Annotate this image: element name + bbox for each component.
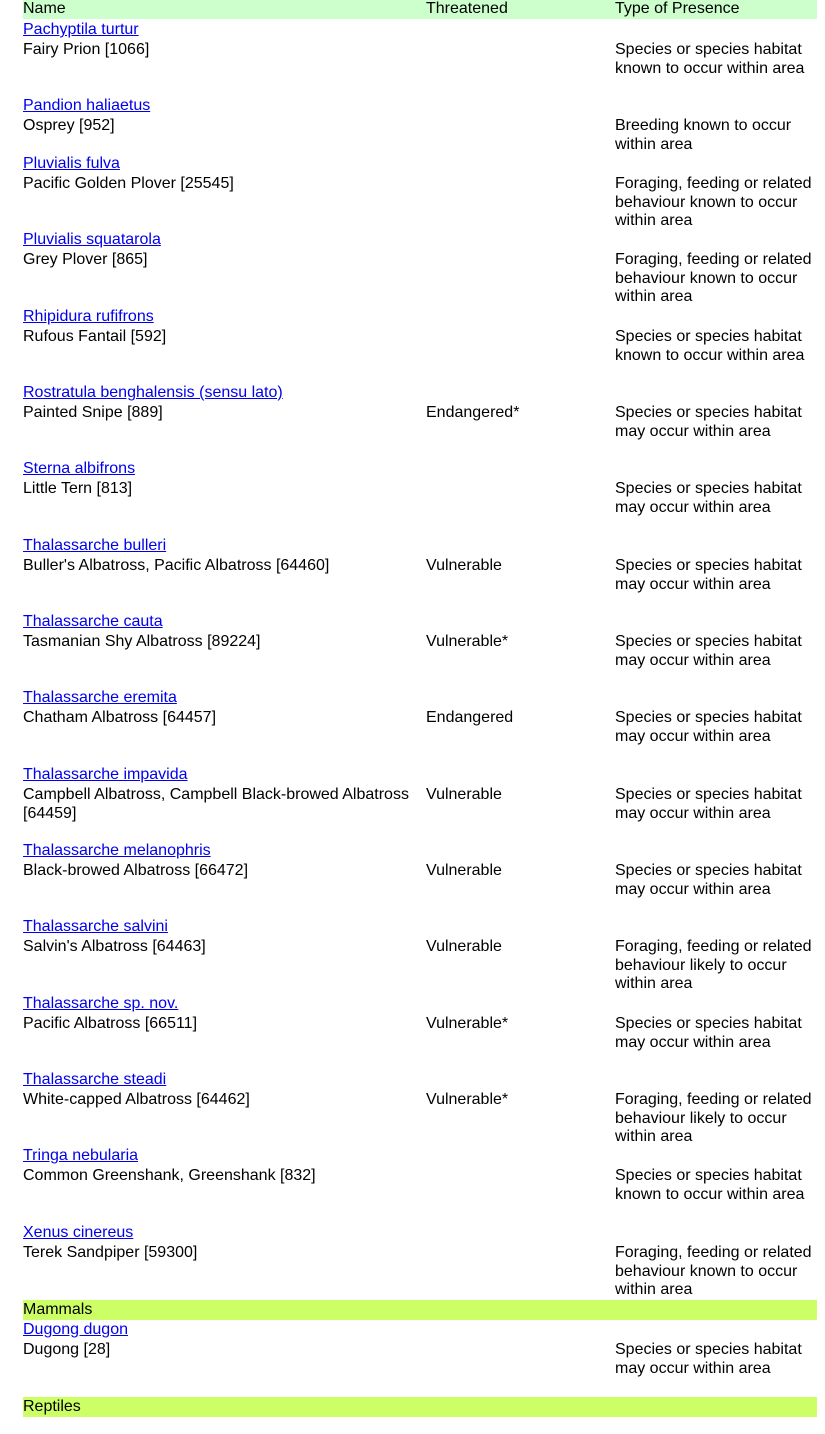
species-link[interactable]: Xenus cinereus <box>23 1224 134 1241</box>
species-link[interactable]: Pachyptila turtur <box>23 21 139 38</box>
common-name: Painted Snipe [889] <box>23 404 163 421</box>
section-header-mammals: Mammals <box>23 1300 817 1320</box>
presence-type: Foraging, feeding or related behaviour known to occur within area <box>615 251 812 305</box>
presence-type: Species or species habitat may occur within area <box>615 404 802 440</box>
common-name: White-capped Albatross [64462] <box>23 1091 250 1108</box>
species-link[interactable]: Thalassarche steadi <box>23 1071 167 1088</box>
presence-type: Species or species habitat may occur within area <box>615 480 802 516</box>
presence-type: Foraging, feeding or related behaviour likely to occur within area <box>615 938 812 992</box>
presence-type: Breeding known to occur within area <box>615 117 792 153</box>
threatened-column-header: Threatened <box>426 0 508 17</box>
common-name: Pacific Golden Plover [25545] <box>23 175 234 192</box>
species-link[interactable]: Thalassarche cauta <box>23 613 163 630</box>
presence-type: Foraging, feeding or related behaviour known to occur within area <box>615 175 812 229</box>
species-link[interactable]: Thalassarche sp. nov. <box>23 995 179 1012</box>
section-header-reptiles: Reptiles <box>23 1397 817 1417</box>
species-link[interactable]: Pandion haliaetus <box>23 97 151 114</box>
presence-column-header: Type of Presence <box>615 0 740 17</box>
threatened-status: Vulnerable* <box>426 1091 509 1108</box>
common-name: Pacific Albatross [66511] <box>23 1015 198 1032</box>
species-link[interactable]: Thalassarche melanophris <box>23 842 211 859</box>
presence-type: Species or species habitat known to occur within area <box>615 328 805 364</box>
species-link[interactable]: Rhipidura rufifrons <box>23 308 154 325</box>
presence-type: Species or species habitat may occur within area <box>615 786 802 822</box>
species-link[interactable]: Tringa nebularia <box>23 1147 139 1164</box>
common-name: Tasmanian Shy Albatross [89224] <box>23 633 261 650</box>
common-name: Campbell Albatross, Campbell Black-browed Albatross [64459] <box>23 786 409 822</box>
presence-type: Species or species habitat known to occur within area <box>615 41 805 77</box>
threatened-status: Vulnerable <box>426 786 502 803</box>
common-name: Chatham Albatross [64457] <box>23 709 217 726</box>
threatened-status: Endangered <box>426 709 514 726</box>
threatened-status: Vulnerable* <box>426 1015 509 1032</box>
presence-type: Foraging, feeding or related behaviour known to occur within area <box>615 1244 812 1298</box>
table-header <box>23 0 817 19</box>
presence-type: Species or species habitat may occur within area <box>615 557 802 593</box>
species-link[interactable]: Pluvialis fulva <box>23 155 120 172</box>
species-link[interactable]: Thalassarche salvini <box>23 918 168 935</box>
common-name: Dugong [28] <box>23 1341 111 1358</box>
presence-type: Species or species habitat known to occur within area <box>615 1167 805 1203</box>
presence-type: Foraging, feeding or related behaviour likely to occur within area <box>615 1091 812 1145</box>
common-name: Fairy Prion [1066] <box>23 41 150 58</box>
common-name: Rufous Fantail [592] <box>23 328 167 345</box>
common-name: Terek Sandpiper [59300] <box>23 1244 198 1261</box>
species-link[interactable]: Thalassarche bulleri <box>23 537 167 554</box>
species-link[interactable]: Sterna albifrons <box>23 460 136 477</box>
species-link[interactable]: Thalassarche impavida <box>23 766 188 783</box>
species-link[interactable]: Thalassarche eremita <box>23 689 177 706</box>
common-name: Salvin's Albatross [64463] <box>23 938 206 955</box>
species-link[interactable]: Dugong dugon <box>23 1321 128 1338</box>
common-name: Buller's Albatross, Pacific Albatross [64460] <box>23 557 330 574</box>
species-link[interactable]: Rostratula benghalensis (sensu lato) <box>23 384 283 401</box>
presence-type: Species or species habitat may occur within area <box>615 709 802 745</box>
presence-type: Species or species habitat may occur within area <box>615 1015 802 1051</box>
presence-type: Species or species habitat may occur within area <box>615 633 802 669</box>
species-link[interactable]: Pluvialis squatarola <box>23 231 161 248</box>
common-name: Osprey [952] <box>23 117 115 134</box>
threatened-status: Vulnerable* <box>426 633 509 650</box>
name-column-header: Name <box>23 0 66 17</box>
threatened-status: Endangered* <box>426 404 520 421</box>
common-name: Grey Plover [865] <box>23 251 148 268</box>
common-name: Common Greenshank, Greenshank [832] <box>23 1167 316 1184</box>
threatened-status: Vulnerable <box>426 557 502 574</box>
presence-type: Species or species habitat may occur within area <box>615 1341 802 1377</box>
threatened-status: Vulnerable <box>426 862 502 879</box>
presence-type: Species or species habitat may occur within area <box>615 862 802 898</box>
common-name: Black-browed Albatross [66472] <box>23 862 249 879</box>
threatened-status: Vulnerable <box>426 938 502 955</box>
common-name: Little Tern [813] <box>23 480 133 497</box>
